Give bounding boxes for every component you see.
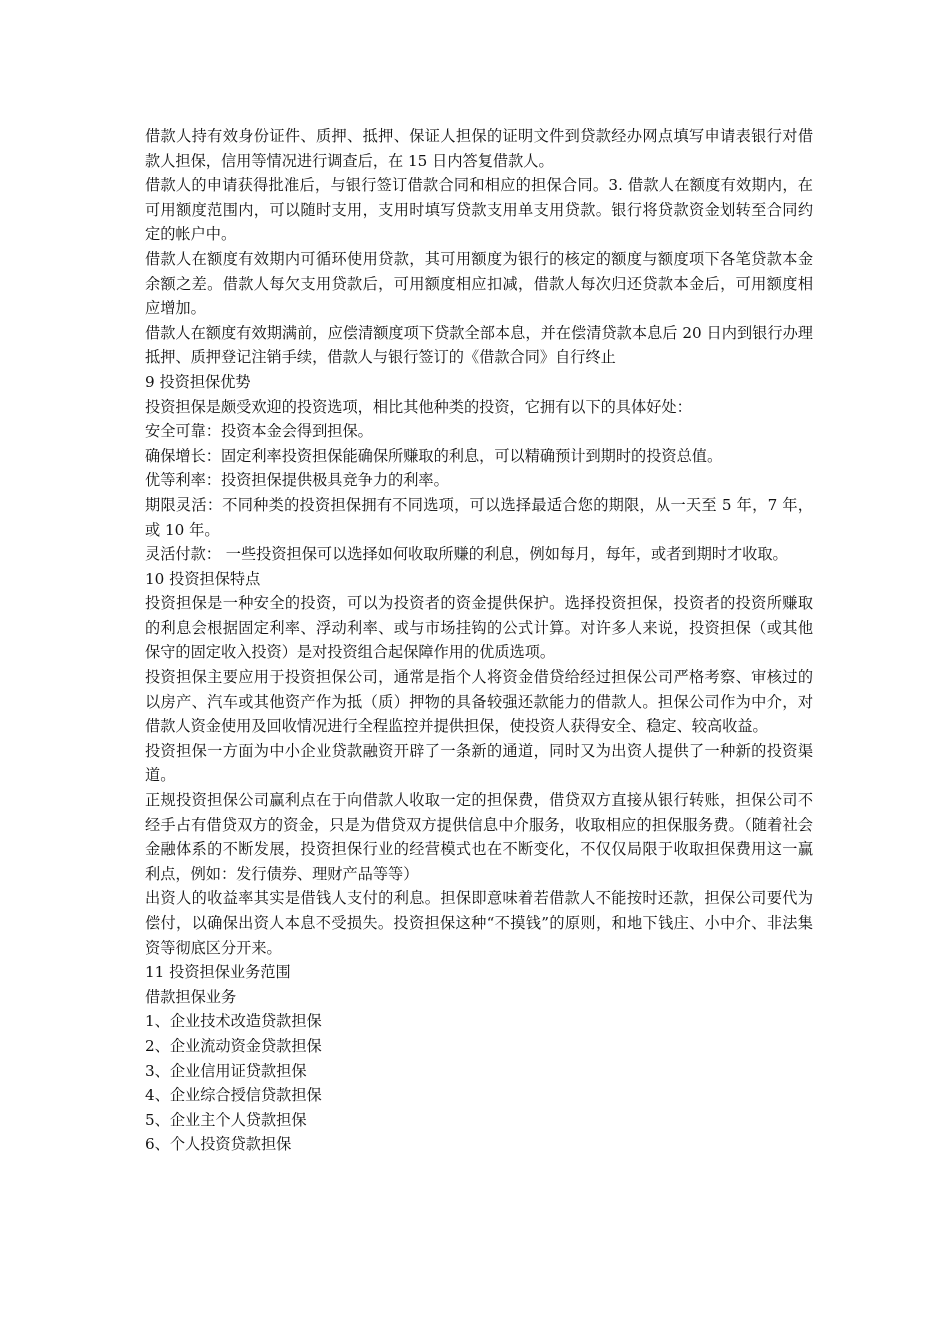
paragraph-features-return: 出资人的收益率其实是借钱人支付的利息。担保即意味着若借款人不能按时还款，担保公司要代为偿付，以确保出资人本息不受损失。投资担保这种“不摸钱”的原则，和地下钱庄、小中介、非法集资等彻底区分开来。 [145,889,813,957]
business-category: 借款担保业务 [145,987,237,1006]
section-heading-business-scope: 11 投资担保业务范围 [145,963,291,982]
paragraph-loan-repayment: 借款人在额度有效期满前，应偿清额度项下贷款全部本息，并在偿清贷款本息后 20 日内到银行办理抵押、质押登记注销手续，借款人与银行签订的《借款合同》自行终止 [145,323,813,367]
paragraph-features-safety: 投资担保是一种安全的投资，可以为投资者的资金提供保护。选择投资担保，投资者的投资所赚取的利息会根据固定利率、浮动利率、或与市场挂钩的公式计算。对许多人来说，投资担保（或其他保守的固定收入投资）是对投资组合起保障作用的优质选项。 [145,594,813,662]
paragraph-features-application: 投资担保主要应用于投资担保公司，通常是指个人将资金借贷给经过担保公司严格考察、审核过的以房产、汽车或其他资产作为抵（质）押物的具备较强还款能力的借款人。担保公司作为中介，对借款人资金使用及回收情况进行全程监控并提供担保，使投资人获得安全、稳定、较高收益。 [145,668,813,736]
list-item: 6、个人投资贷款担保 [145,1135,292,1154]
paragraph-features-profit: 正规投资担保公司赢利点在于向借款人收取一定的担保费，借贷双方直接从银行转账，担保公司不经手占有借贷双方的资金，只是为借贷双方提供信息中介服务，收取相应的担保服务费。（随着社会金融体系的不断发展，投资担保行业的经营模式也在不断变化，不仅仅局限于收取担保费用这一赢利点，例如：发行债券、理财产品等等） [145,791,813,883]
paragraph-loan-application: 借款人持有效身份证件、质押、抵押、保证人担保的证明文件到贷款经办网点填写申请表银行对借款人担保，信用等情况进行调查后，在 15 日内答复借款人。 [145,127,813,170]
advantage-safety: 安全可靠：投资本金会得到担保。 [145,422,373,441]
advantage-payment: 灵活付款： 一些投资担保可以选择如何收取所赚的利息，例如每月，每年，或者到期时才收取。 [145,545,788,564]
section-heading-features: 10 投资担保特点 [145,569,261,588]
paragraph-loan-approval: 借款人的申请获得批准后，与银行签订借款合同和相应的担保合同。3. 借款人在额度有效期内，在可用额度范围内，可以随时支用，支用时填写贷款支用单支用贷款。银行将贷款资金划转至合同约定的帐户中。 [145,176,813,244]
paragraph-advantages-intro: 投资担保是颇受欢迎的投资选项，相比其他种类的投资，它拥有以下的具体好处： [145,397,692,416]
list-item: 1、企业技术改造贷款担保 [145,1012,322,1031]
advantage-rate: 优等利率：投资担保提供极具竞争力的利率。 [145,471,449,490]
section-heading-advantages: 9 投资担保优势 [145,372,251,391]
list-item: 4、企业综合授信贷款担保 [145,1086,322,1105]
document-body [145,124,813,1157]
list-item: 2、企业流动资金贷款担保 [145,1036,322,1055]
advantage-growth: 确保增长：固定利率投资担保能确保所赚取的利息，可以精确预计到期时的投资总值。 [145,446,723,465]
paragraph-revolving-credit: 借款人在额度有效期内可循环使用贷款，其可用额度为银行的核定的额度与额度项下各笔贷款本金余额之差。借款人每欠支用贷款后，可用额度相应扣减，借款人每次归还贷款本金后，可用额度相应增加。 [145,249,813,318]
advantage-term: 期限灵活：不同种类的投资担保拥有不同选项，可以选择最适合您的期限，从一天至 5 年，7 年，或 10 年。 [145,495,813,539]
list-item: 3、企业信用证贷款担保 [145,1061,307,1080]
list-item: 5、企业主个人贷款担保 [145,1110,307,1129]
paragraph-features-channel: 投资担保一方面为中小企业贷款融资开辟了一条新的通道，同时又为出资人提供了一种新的投资渠道。 [145,741,813,785]
